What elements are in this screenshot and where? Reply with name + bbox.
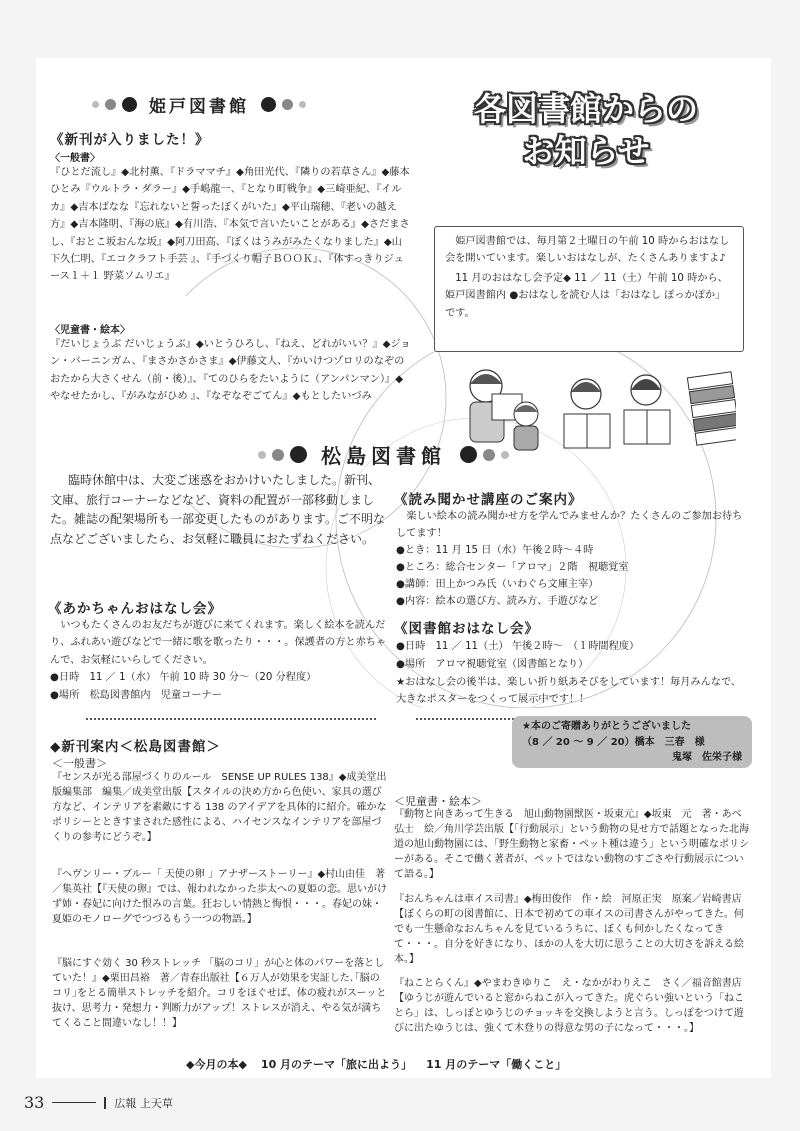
baby-storytime-body: いつもたくさんのお友だちが遊びに来てくれます。楽しく絵本を読んだり、ふれあい遊びなどで一緒に歌を歌ったり・・・。保護者の方と赤ちゃんで、お気軽にいらしてください。	[50, 620, 387, 666]
donation-line-3: 鬼塚 佐栄子様	[672, 752, 742, 763]
library-storytime-heading: 《図書館おはなし会》	[394, 621, 539, 637]
donation-thanks-box	[512, 716, 752, 768]
divider-dots-left	[86, 718, 376, 720]
library-storytime-note: ★おはなし会の後半は、楽しい折り紙あそびをしています！毎月みんなで、大きなポスターをつくって展示中です！！	[396, 677, 742, 706]
himeji-library-name: 姫戸図書館	[149, 97, 249, 117]
page-footer	[24, 1093, 173, 1112]
new-book-item-2: 『ヘヴンリー・ブルー「 天使の卵 」アナザーストーリー』◆村山由佳 著／集英社【『天使の卵』では、報われなかった歩太への夏姫の恋。思いがけず姉・春妃に向けた恨みの言葉。狂おしい情熱と悔恨・・・。春妃の妹・夏姫のモノローグでつづるもう一つの物語。】	[52, 869, 387, 925]
himeji-children-text: 『だいじょうぶ だいじょうぶ』◆いとうひろし、『ねえ、どれがいい？』◆ジョン・バーニンガム、『まさかさかさま』◆伊藤文人、『かいけつゾロリのなぞのおたから大さくせん（前・後）』、『てのひらをたいように（アンパンマン）』◆やなせたかし、『がみながひめ 』、『なぞなぞごてん』◆もとしたいづみ	[50, 339, 411, 403]
footer-tick	[104, 1097, 106, 1109]
reading-course-where: ●ところ：総合センター「アロマ」２階 視聴覚室	[396, 562, 629, 573]
matsushima-library-header	[258, 440, 509, 469]
library-storytime-place: ●場所 アロマ視聴覚室（図書館となり）	[396, 659, 589, 670]
new-book-item-5: 『おんちゃんは車イス司書』◆梅田俊作 作・絵 河原正実 原案／岩崎書店【ぼくらの町の図書館に、日本で初めての車イスの司書さんがやってきた。何でも一生懸命なおんちゃんを見ているうちに、ぼくも何かしたくなってきて・・・。自分を好きになり、ほかの人を大切に思うことの大切さを訴える絵本。】	[394, 894, 744, 965]
new-book-item-6: 『ねことらくん』◆やまわきゆりこ え・なかがわりえこ さく／福音館書店【ゆうじが遊んでいると窓からねこが入ってきた。虎ぐらい強いという「ねことら」は、しっぽとゆうじのチョッキを交換しようと言う。しっぽをつけて遊びに出たゆうじは、強くて木登りの得意な男の子になって・・・。】	[394, 978, 744, 1034]
baby-storytime-place: ●場所 松島図書館内 児童コーナー	[50, 690, 222, 701]
monthly-theme-label: ◆今月の本◆	[186, 1058, 247, 1071]
main-title-line2: お知らせ	[522, 132, 650, 170]
himeji-new-books-heading: 《新刊が入りました！》	[50, 132, 210, 148]
himeji-children-label: 〈児童書・絵本〉	[50, 325, 130, 336]
new-book-item-3: 『脳にすぐ効く 30 秒ストレッチ 「脳のコリ」が心と体のパワーを落としていた！』◆栗田昌裕 著／青春出版社【６万人が効果を実証した､｢脳のコリ｣をとる簡単ストレッチを紹介。コリをほぐせば、体の疲れがスーッと抜け、思考力・発想力・判断力がアップ！ストレスが消え、やる気が満ちてくること間違いなし！！】	[52, 958, 387, 1029]
main-title	[436, 88, 736, 172]
page-sheet	[36, 58, 771, 1078]
publication-name: 広報 上天草	[114, 1096, 173, 1110]
donation-line-2: （8 ／ 20 ～ 9 ／ 20）橋本 三春 様	[522, 736, 705, 748]
footer-rule	[52, 1102, 96, 1103]
reading-course-heading: 《読み聞かせ講座のご案内》	[394, 492, 583, 508]
reading-course-when: ●とき：11 月 15 日（水）午後２時～４時	[396, 545, 594, 556]
matsushima-library-name: 松島図書館	[321, 444, 446, 468]
october-theme: 10 月のテーマ「旅に出よう」	[260, 1058, 413, 1071]
himeji-storytime-notice	[434, 226, 744, 352]
page-number: 33	[24, 1093, 45, 1112]
matsushima-new-books-heading: ◆新刊案内＜松島図書館＞	[50, 739, 221, 755]
himeji-library-header	[92, 92, 306, 117]
notice-paragraph-2: 11 月のおはなし会予定◆ 11 ／ 11（土）午前 10 時から、姫戸図書館内 ●おはなしを読む人は「おはなし ぽっかぽか」です。	[445, 272, 728, 319]
matsushima-general-label: ＜一般書＞	[52, 757, 107, 770]
reading-course-body: 楽しい絵本の読み聞かせ方を学んでみませんか？たくさんのご参加お待ちしてます！	[396, 511, 743, 540]
divider-dots-right	[416, 718, 526, 720]
november-theme: 11 月のテーマ「働くこと」	[426, 1058, 567, 1071]
monthly-theme-bar	[186, 1056, 566, 1072]
notice-paragraph-1: 姫戸図書館では、毎月第２土曜日の午前 10 時からおはなし会を開いています。楽しいおはなしが、たくさんありますよ♪	[445, 236, 730, 265]
reading-course-lecturer: ●講師：田上かつみ氏（いわぐら文庫主宰）	[396, 579, 599, 590]
new-book-item-4: 『動物と向きあって生きる 旭山動物園獣医・坂東元』◆坂東 元 著・あべ 弘士 絵／角川学芸出版【「行動展示」という動物の見せ方で話題となった北海道の旭山動物園には、「野生動物と家畜・ペット種は違う」という明確なポリシーがある。そこで働く著者が、ペットではない動物のすごさや行動展示について語る。】	[394, 809, 752, 880]
baby-storytime-date: ●日時 11 ／ 1（水） 午前 10 時 30 分～（20 分程度）	[50, 672, 317, 683]
new-book-item-1: 『センスが光る部屋づくりのルール SENSE UP RULES 138』◆成美堂出版編集部 編集／成美堂出版【スタイルの決め方から色使い、家具の選び方など、インテリアを素敵にする 138 のアイデアを具体的に紹介。確かなポリシーとときすまされた感性による、ハイセンスなインテリアを部屋づくりの参考にどうぞ。】	[52, 772, 387, 843]
main-title-line1: 各図書館からの	[473, 90, 698, 128]
matsushima-children-label: ＜児童書・絵本＞	[394, 795, 482, 808]
matsushima-intro: 臨時休館中は、大変ご迷惑をおかけいたしました。新刊、文庫、旅行コーナーなどなど、資料の配置が一部移動しました。雑誌の配架場所も一部変更したものがあります。ご不明な点などございましたら、お気軽に職員におたずねください。	[50, 473, 386, 546]
himeji-general-text: 『ひとだ流し』◆北村薫、『ドラママチ』◆角田光代、『隣りの若草さん』◆藤本ひとみ『ウルトラ・ダラー』◆手嶋龍一、『となり町戦争』◆三崎亜紀、『イルカ』◆吉本ばなな『忘れないと誓ったぼくがいた』◆平山瑞穂、『老いの越え方』◆吉本隆明、『海の底』◆有川浩、『本気で言いたいことがある』◆さだまさし、『おとこ坂おんな坂』◆阿刀田高、『ぼくはうみがみたくなりました』◆山下久仁明、『エコクラフト手芸 』、『手づくり帽子ＢＯＯＫ』、『体すっきりジュース１＋１ 野菜ソムリエ』	[50, 167, 410, 283]
baby-storytime-heading: 《あかちゃんおはなし会》	[48, 601, 222, 617]
reading-course-content: ●内容：絵本の選び方、読み方、手遊びなど	[396, 596, 599, 607]
donation-line-1: ★本のご寄贈ありがとうございました	[522, 721, 691, 732]
library-storytime-date: ●日時 11 ／ 11（土） 午後２時～ （１時間程度）	[396, 641, 640, 652]
himeji-general-label: 〈一般書〉	[50, 153, 100, 164]
